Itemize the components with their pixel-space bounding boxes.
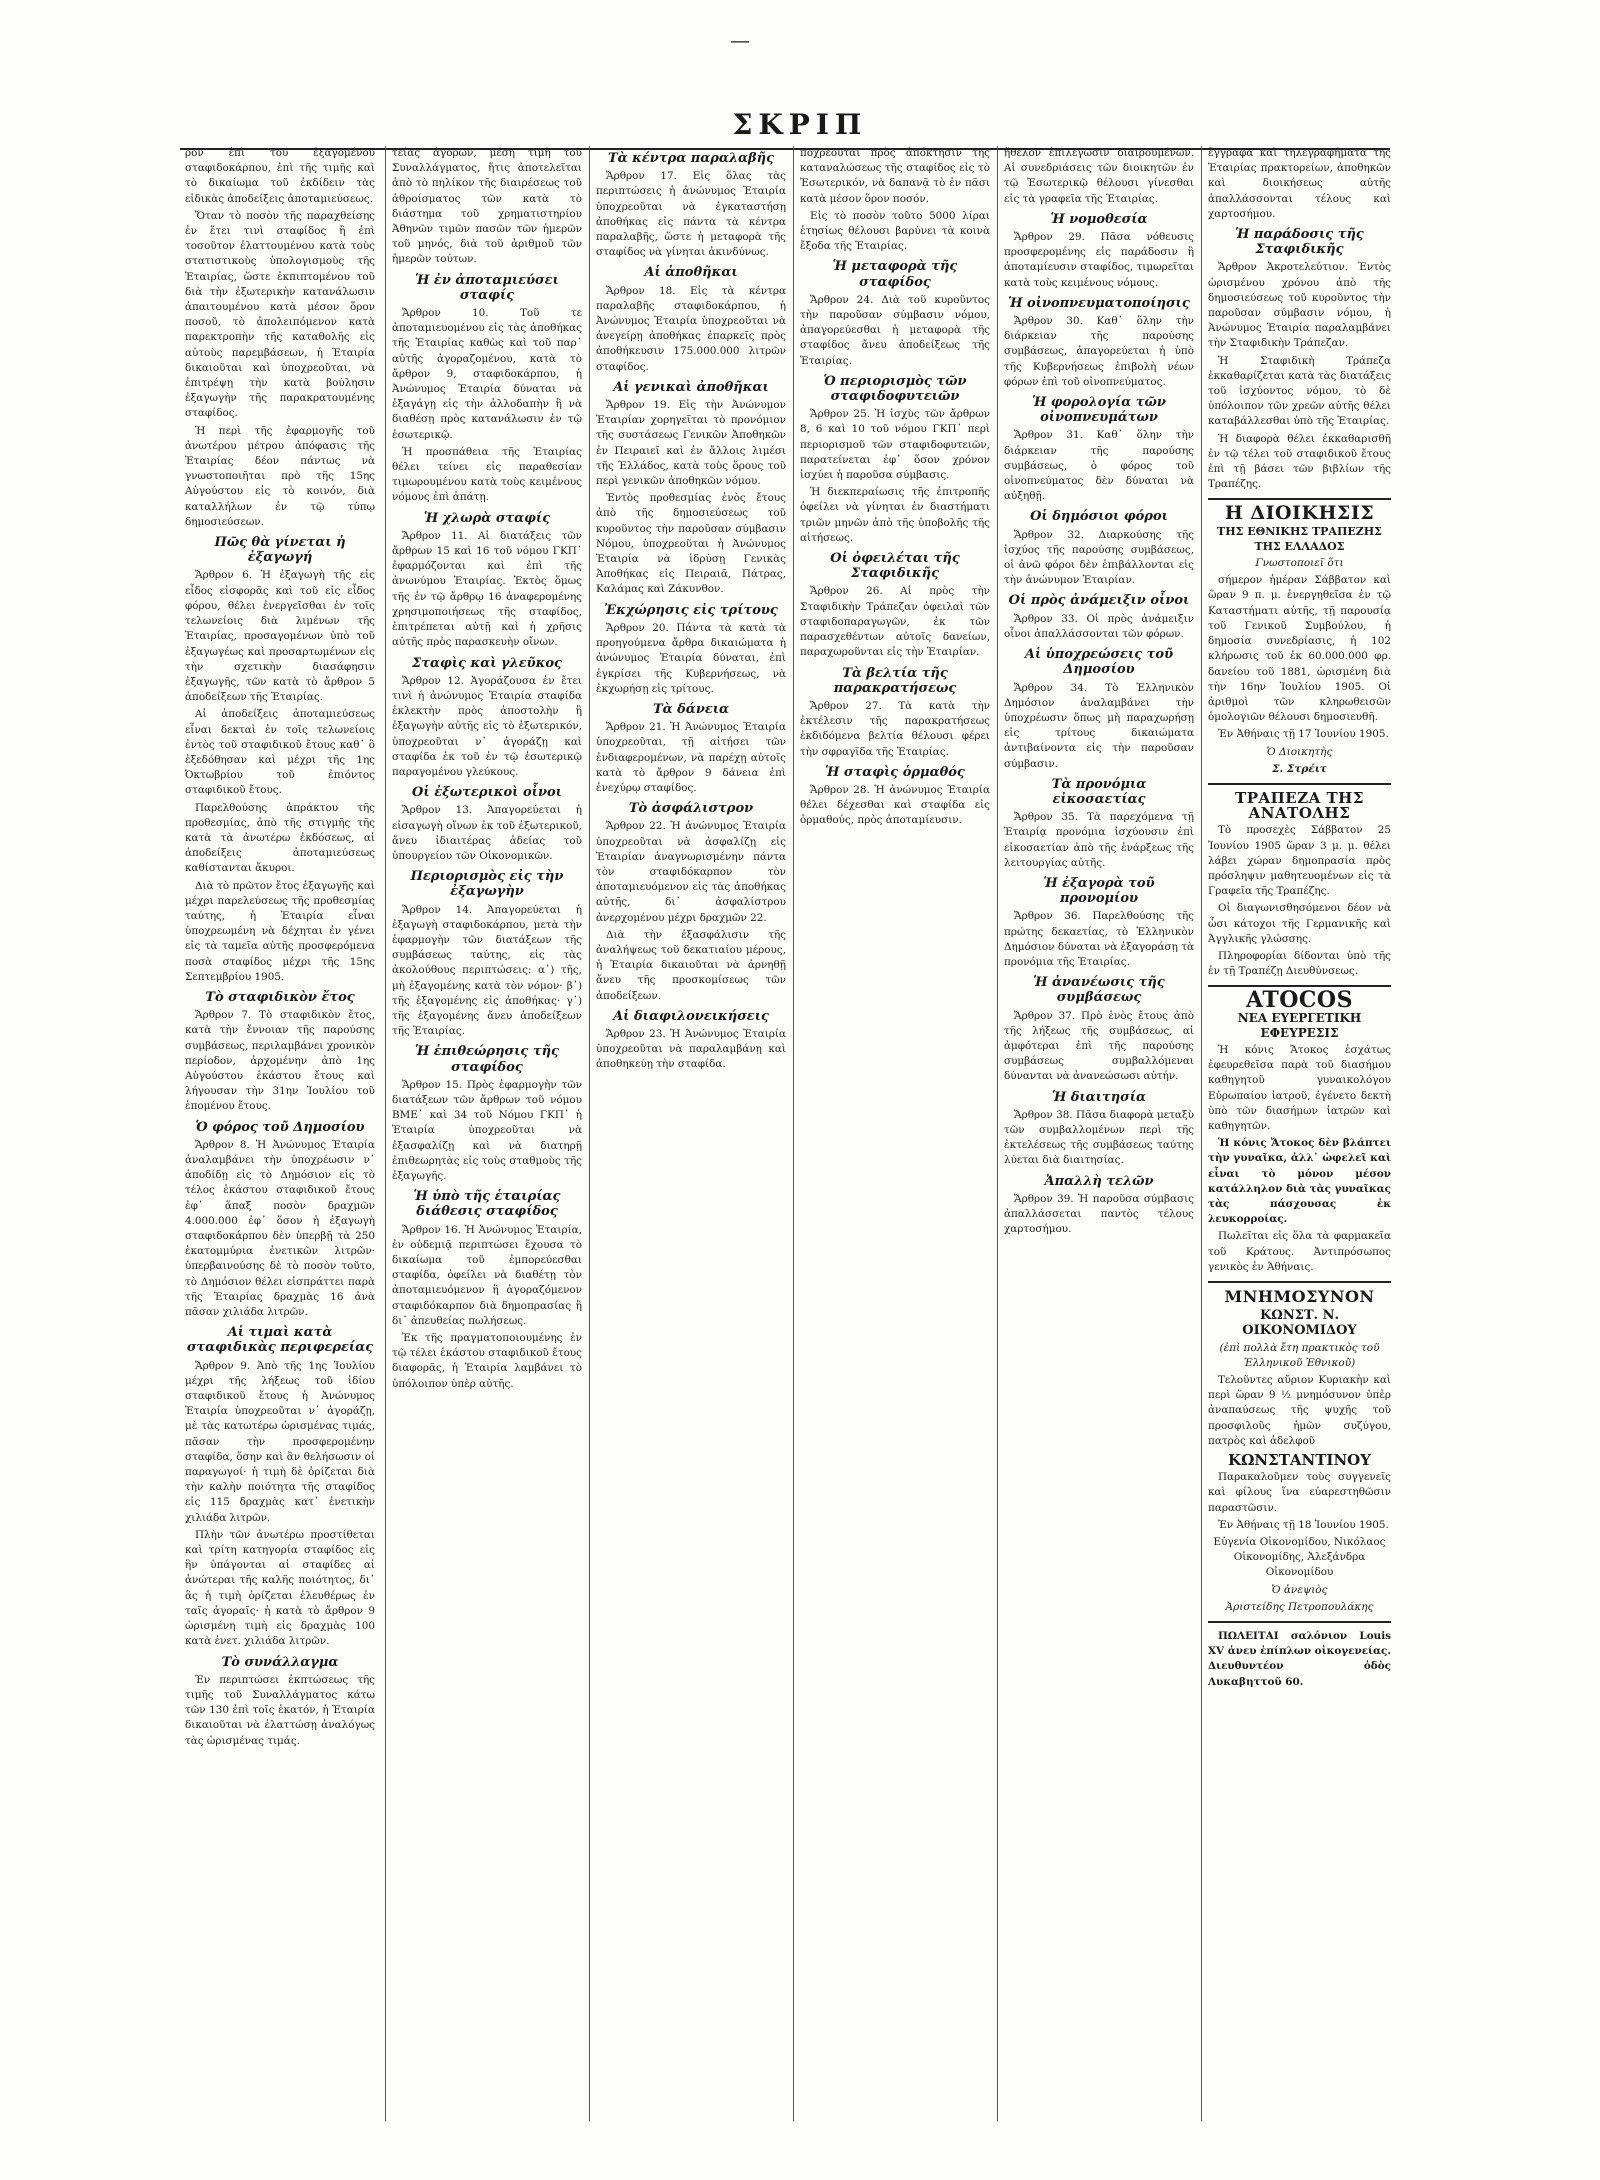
paragraph: Ἄρθρον 34. Τὸ Ἑλληνικὸν Δημόσιον ἀναλαμβάνει τὴν ὑποχρέωσιν ὅπως μὴ παραχωρήσῃ εἰς τρίτους δικαιώματα ἀντιβαίνοντα εἰς τὴν παροῦσαν σύμβασιν. — [1004, 681, 1194, 770]
section-heading: Ἡ παράδοσις τῆς Σταφιδικῆς — [1235, 227, 1364, 258]
ad-signature: Σ. Στρέιτ — [1272, 762, 1327, 775]
paragraph: Ἡ διεκπεραίωσις τῆς ἐπιτροπῆς ὀφείλει νὰ γίνηται ἐν διαστήματι τριῶν μηνῶν ἀπὸ τῆς ὑποβολῆς τῆς αἰτήσεως. — [800, 486, 990, 544]
ad-family: Εὐγενία Οἰκονομίδου, Νικόλαος Οἰκονομίδης, Ἀλεξάνδρα Οἰκονομίδου — [1213, 1536, 1386, 1579]
section-heading: Τὸ συνάλλαγμα — [221, 1654, 339, 1670]
section-heading: Ὁ φόρος τοῦ Δημοσίου — [195, 1119, 365, 1135]
paragraph: τείας ἀγορῶν, μέση τιμὴ τοῦ Συναλλάγματος, ἥτις ἀποτελεῖται ἀπὸ τὸ πηλίκον τῆς διαιρέσεως τοῦ ἀθροίσματος τῶν κατὰ τὸ διάστημα τοῦ χρηματιστηρίου Ἀθηνῶν τιμῶν πασῶν τῶν ἡμερῶν τοῦ μηνός, διὰ τοῦ ἀριθμοῦ τῶν ἡμερῶν τούτων. — [392, 147, 582, 266]
paragraph: Ἄρθρον 13. Ἀπαγορεύεται ἡ εἰσαγωγὴ οἴνων ἐκ τοῦ ἐξωτερικοῦ, ἄνευ ἰδιαιτέρας ἀδείας τοῦ ὑπουργείου τῶν Οἰκονομικῶν. — [392, 804, 582, 862]
paragraph: Ἄρθρον 39. Ἡ παροῦσα σύμβασις ἀπαλλάσσεται παντὸς τέλους χαρτοσήμου. — [1004, 1192, 1194, 1236]
section-heading: Ἡ ἐξαγορὰ τοῦ προνομίου — [1043, 875, 1155, 907]
paragraph: Διὰ τὴν ἐξασφάλισιν τῆς ἀναλήψεως τοῦ δεκατιαίου μέρους, ἡ Ἑταιρία δικαιοῦται νὰ ἀρνηθῇ ἄνευ τῆς προσκομίσεως τῶν ἀποδείξεων. — [596, 928, 786, 1002]
column-6 — [1201, 146, 1391, 2121]
section-heading: Ἡ οἰνοπνευματοποίησις — [1008, 295, 1190, 311]
paragraph: Παρελθούσης ἀπράκτου τῆς προθεσμίας, ἀπὸ τῆς στιγμῆς τῆς κατὰ τὰ ἀνωτέρω ἐκδόσεως, αἱ ἀποδείξεις ἀποταμιεύσεως καθίστανται ἄκυροι. — [185, 801, 375, 875]
paragraph: Ἄρθρον 17. Εἰς ὅλας τὰς περιπτώσεις ἡ ἀνώνυμος Ἑταιρία ὑποχρεοῦται νὰ ἐγκαταστήσῃ ἀποθήκας εἰς πάντα τὰ κέντρα παραλαβῆς, ὥστε ἡ μεταφορὰ τῆς σταφίδος νὰ γίνηται ἀκινδύνως. — [596, 170, 786, 259]
section-heading: Σταφὶς καὶ γλεῦκος — [412, 655, 562, 671]
paragraph: Ἄρθρον 37. Πρὸ ἑνὸς ἔτους ἀπὸ τῆς λήξεως τῆς συμβάσεως, αἱ ἀμφότεραι ἐπὶ τῆς παρούσης συμβάσεως συμβαλλόμεναι δύνανται νὰ ἀνανεώσωσι αὐτήν. — [1004, 1009, 1194, 1083]
section-heading: Ἡ ἐπιθεώρησις τῆς σταφίδος — [415, 1044, 559, 1075]
section-heading: Ἡ φορολογία τῶν οἰνοπνευμάτων — [1032, 395, 1166, 426]
paragraph: Ἄρθρον 31. Καθ᾽ ὅλην τὴν διάρκειαν τῆς παρούσης συμβάσεως, ὁ φόρος τοῦ οἰνοπνεύματος δὲν δύναται νὰ αὐξηθῇ. — [1004, 429, 1194, 503]
paragraph: Ἄρθρον 24. Διὰ τοῦ κυροῦντος τὴν παροῦσαν σύμβασιν νόμου, ἀπαγορεύεσθαι ἡ μεταφορὰ τῆς σταφίδος ἄνευ ἀποδείξεως τῆς Ἑταιρίας. — [800, 293, 990, 367]
paragraph: Ἄρθρον 32. Διαρκούσης τῆς ἰσχύος τῆς παρούσης συμβάσεως, οἱ ἀνῶ φόροι δὲν ἐπιβάλλονται εἰς τὴν ἀνώνυμον Ἑταιρίαν. — [1004, 528, 1194, 587]
section-heading: Ἡ διαιτησία — [1051, 1089, 1147, 1105]
paragraph: Ἄρθρον 11. Αἱ διατάξεις τῶν ἄρθρων 15 καὶ 16 τοῦ νόμου ΓΚΠ᾽ ἐφαρμόζονται καὶ ἐπὶ τῆς ἀνωνύμου Ἑταιρίας. Ἐκτὸς ὅμως τῆς ἐν τῷ ἄρθρῳ 16 ἀναφερομένης χρησιμοποιήσεως τῆς σταφίδος, ἐπιτρέπεται αὐτῇ καὶ ἡ χρῆσις αὐτῆς πρὸς παρασκευὴν οἴνων. — [392, 529, 582, 649]
section-heading: Ἡ ἀνανέωσις τῆς συμβάσεως — [1033, 975, 1165, 1006]
section-heading: Οἱ ἐξωτερικοὶ οἶνοι — [412, 785, 562, 801]
paragraph: Ἄρθρον 26. Αἱ πρὸς τὴν Σταφιδικὴν Τράπεζαν ὀφειλαὶ τῶν σταφιδοπαραγωγῶν, ἐκ τῶν παρασχεθέντων αὐτοῖς δανείων, παραχωροῦνται εἰς τὴν Ἑταιρίαν. — [800, 585, 990, 659]
ad-title: Η ΔΙΟΙΚΗΣΙΣ — [1224, 502, 1375, 525]
ad-body: Τὸ προσεχὲς Σάββατον 25 Ἰουνίου 1905 ὥραν 3 μ. μ. θέλει λάβει χώραν δημοπρασία πρὸς πρόσληψιν μαθητευομένων εἰς τὰ Γραφεῖα τῆς Τραπέζης. — [1208, 824, 1391, 898]
section-heading: Ἡ χλωρὰ σταφίς — [423, 510, 551, 526]
section-heading: Οἱ δημόσιοι φόροι — [1030, 509, 1168, 525]
ad-signature: Ἀριστείδης Πετροπουλάκης — [1225, 1600, 1374, 1613]
paragraph: Ἄρθρον 22. Ἡ ἀνώνυμος Ἑταιρία ὑποχρεοῦται νὰ ἀσφαλίζῃ εἰς Ἑταιρίαν ἀναγνωρισμένην πάντα τὸν σταφιδόκαρπον τὸν ἀποταμιευόμενον εἰς τὰς ἀποθήκας αὐτῆς, δι᾽ ἀσφαλίστρου ἀνερχομένου μέχρι δραχμῶν 22. — [596, 820, 786, 924]
paragraph: Ἄρθρον 9. Ἀπὸ τῆς 1ης Ἰουλίου μέχρι τῆς λήξεως τοῦ ἰδίου σταφιδικοῦ ἔτους ἡ Ἀνώνυμος Ἑταιρία ὑποχρεοῦται ν᾽ ἀγοράζῃ, μὲ τὰς κατωτέρω ὡρισμένας τιμάς, πᾶσαν τὴν προσφερομένην σταφίδα, ὅσην καὶ ἂν θελήσωσιν οἱ παραγωγοί· ἡ τιμὴ δὲ ὁρίζεται διὰ τὴν καλὴν ποιότητα τῆς σταφίδος εἰς 115 δραχμὰς κατ᾽ ἐνετικὴν χιλιάδα λιτρῶν. — [185, 1359, 375, 1524]
ad-body: σήμερον ἡμέραν Σάββατον καὶ ὥραν 9 π. μ. ἐνεργηθεῖσα ἐν τῷ Καταστήματι αὐτῆς, τῇ παρουσίᾳ τοῦ Γενικοῦ Συμβούλου, ἡ δημοσία συνεδρίασις, ἡ 102 κλήρωσις τοῦ ἐκ 60.000.000 φρ. δανείου τοῦ 1881, ὡρισμένη διὰ τὴν 16ην Ἰουλίου 1905. Οἱ ἀριθμοὶ τῶν κληρωθεισῶν ὁμολογιῶν θέλουσι δημοσιευθῆ. — [1208, 574, 1391, 724]
section-heading: Αἱ τιμαὶ κατὰ σταφιδικὰς περιφερείας — [186, 1325, 374, 1356]
ad-divider — [1208, 1621, 1391, 1623]
column-5 — [997, 146, 1200, 2121]
paragraph: Ἄρθρον 6. Ἡ ἐξαγωγὴ τῆς εἰς εἶδος εἰσφορᾶς καὶ τοῦ εἰς εἶδος φόρου, θέλει ἐνεργεῖσθαι ἐν τοῖς τελωνείοις διὰ λιμένων τῆς Ἑταιρίας, προσαγομένων ὑπὸ τοῦ ἐξαγωγέως καὶ προσαρτωμένων εἰς τὴν σχετικὴν διασάφησιν ἐξαγωγῆς, τῶν κατὰ τὸ ἄρθρον 5 ἀποδείξεων τῆς Ἑταιρίας. — [185, 569, 375, 704]
paragraph: Ἄρθρον 29. Πᾶσα νόθευσις προσφερομένης εἰς παράδοσιν ἢ ἀποταμίευσιν σταφίδος, τιμωρεῖται κατὰ τοὺς κειμένους νόμους. — [1004, 231, 1194, 289]
section-heading: Πῶς θὰ γίνεται ἡ ἐξαγωγή — [214, 535, 346, 566]
paragraph: Ἄρθρον Ἀκροτελεύτιον. Ἐντὸς ὡρισμένου χρόνου ἀπὸ τῆς δημοσιεύσεως τοῦ κυροῦντος τὴν παροῦσαν σύμβασιν νόμου, ἡ Ἀνώνυμος Ἑταιρία παραλαμβάνει τὴν Σταφιδικὴν Τράπεζαν. — [1208, 261, 1391, 350]
ad-subtitle: ΤΗΣ ΕΘΝΙΚΗΣ ΤΡΑΠΕΖΗΣ ΤΗΣ ΕΛΛΑΔΟΣ — [1217, 524, 1382, 553]
ad-divider — [1208, 498, 1391, 500]
ad-body: Πωλεῖται εἰς ὅλα τὰ φαρμακεῖα τοῦ Κράτους. Ἀντιπρόσωπος γενικὸς ἐν Ἀθήναις. — [1208, 1230, 1391, 1273]
paragraph: Ἄρθρον 15. Πρὸς ἐφαρμογὴν τῶν διατάξεων τῶν ἄρθρων τοῦ νόμου ΒΜΕ᾽ καὶ 34 τοῦ Νόμου ΓΚΠ᾽ ἡ Ἑταιρία ὑποχρεοῦται νὰ ἐξασφαλίζῃ καὶ νὰ διατηρῇ ἐπιθεωρητὰς εἰς τοὺς σταθμοὺς τῆς ἐξαγωγῆς. — [392, 1078, 582, 1182]
paragraph: Αἱ ἀποδείξεις ἀποταμιεύσεως εἶναι δεκταὶ ἐν τοῖς τελωνείοις ἐντὸς τοῦ σταφιδικοῦ ἔτους καθ᾽ ὃ ἐξεδόθησαν καὶ μέχρι τῆς 1ης Ὀκτωβρίου τοῦ ἐπιόντος σταφιδικοῦ ἔτους. — [185, 708, 375, 797]
column-4 — [793, 146, 996, 2121]
ad-atocos — [1208, 987, 1391, 1275]
paragraph: Ἄρθρον 21. Ἡ Ἀνώνυμος Ἑταιρία ὑποχρεοῦται, τῇ αἰτήσει τῶν ἐνδιαφερομένων, νὰ παρέχῃ αὐτοῖς κατὰ τὸ ἄρθρον 9 δάνεια ἐπὶ ἐνεχύρῳ σταφίδος. — [596, 721, 786, 794]
section-heading: Ἀπαλλὴ τελῶν — [1044, 1173, 1154, 1189]
ad-bank-orient — [1208, 788, 1391, 979]
section-heading: Αἱ γενικαὶ ἀποθῆκαι — [613, 379, 769, 395]
paragraph: Ἄρθρον 30. Καθ᾽ ὅλην τὴν διάρκειαν τῆς παρούσης συμβάσεως, ἀπαγορεύεται ἡ ὑπὸ τῆς Κυβερνήσεως ἐπιβολὴ νέων φόρων ἐπὶ τοῦ οἰνοπνεύματος. — [1004, 315, 1194, 388]
column-3 — [589, 146, 792, 2121]
paragraph: Ἄρθρον 35. Τὰ παρεχόμενα τῇ Ἑταιρίᾳ προνόμια ἰσχύουσιν ἐπὶ εἰκοσαετίαν ἀπὸ τῆς ἐνάρξεως τῆς λειτουργίας αὐτῆς. — [1004, 811, 1194, 869]
ad-title: ΤΡΑΠΕΖΑ ΤΗΣ ΑΝΑΤΟΛΗΣ — [1235, 788, 1364, 823]
ad-divider — [1208, 1281, 1391, 1283]
paragraph: ἤθελον ἐπιλεγῶσιν διαιρουμένων. Αἱ συνεδριάσεις τῶν διοικητῶν ἐν τῷ Ἐσωτερικῷ θέλουσι γίνεσθαι εἰς τὰ γραφεῖα τῆς Ἑταιρίας. — [1004, 147, 1194, 205]
paragraph: ἔγγραφα καὶ τηλεγραφήματα τῆς Ἑταιρίας πρακτορείων, ἀποθηκῶν καὶ διοικήσεως αὐτῆς ἀπαλλάσσονται τέλους καὶ χαρτοσήμου. — [1208, 147, 1391, 220]
paragraph: Ἄρθρον 12. Ἀγοράζουσα ἐν ἔτει τινὶ ἡ ἀνώνυμος Ἑταιρία σταφίδα ἐκλεκτὴν πρὸς ἀποστολὴν ἢ ἐξαγωγὴν αὐτῆς εἰς τὸ ἐξωτερικόν, ὑποχρεοῦται ν᾽ ἀγοράζῃ καὶ σταφίδα ἐκ τοῦ ἐν τῷ ἐσωτερικῷ παραγομένου γλεύκους. — [392, 674, 582, 778]
paragraph: Ἄρθρον 36. Παρελθούσης τῆς πρώτης δεκαετίας, τὸ Ἑλληνικὸν Δημόσιον δύναται νὰ ἐξαγοράσῃ τὰ προνόμια τῆς Ἑταιρίας. — [1004, 910, 1194, 968]
paragraph: Ἡ προσπάθεια τῆς Ἑταιρίας θέλει τείνει εἰς παραθεσίαν τιμωρουμένου κατὰ τοὺς κειμένους νόμους ἐπὶ ἀπάτῃ. — [392, 445, 582, 504]
paragraph: Ἐκ τῆς πραγματοποιουμένης ἐν τῷ τέλει ἑκάστου σταφιδικοῦ ἔτους διαφορᾶς, ἡ Ἑταιρία λαμβάνει τὸ ὑπόλοιπον ὑπὲρ αὐτῆς. — [392, 1332, 582, 1390]
ad-body: Οἱ διαγωνισθησόμενοι δέον νὰ ὦσι κάτοχοι τῆς Γερμανικῆς καὶ Ἀγγλικῆς γλώσσης. — [1208, 902, 1391, 945]
section-heading: Ἡ σταφὶς ὁρμαθός — [825, 764, 965, 780]
section-heading: Αἱ ἀποθῆκαι — [644, 265, 738, 281]
section-heading: Τὸ σταφιδικὸν ἔτος — [205, 989, 355, 1005]
paragraph: Εἰς τὸ ποσὸν τοῦτο 5000 λίραι ἐτησίως θέλουσι βαρύνει τὰ κοινὰ ἔξοδα τῆς Ἑταιρίας. — [800, 209, 990, 253]
paragraph: Ἐντὸς προθεσμίας ἑνὸς ἔτους ἀπὸ τῆς δημοσιεύσεως τοῦ κυροῦντος τὴν παροῦσαν σύμβασιν Νόμου, ὑποχρεοῦται ἡ Ἀνώνυμος Ἑταιρία νὰ ἱδρύσῃ Γενικὰς Ἀποθήκας εἰς Πειραιᾶ, Πάτρας, Καλάμας καὶ Ζάκυνθον. — [596, 492, 786, 596]
paragraph: Ἄρθρον 18. Εἰς τὰ κέντρα παραλαβῆς σταφιδοκάρπου, ἡ Ἀνώνυμος Ἑταιρία ὑποχρεοῦται νὰ ἀνεγείρῃ ἀποθήκας ἐπαρκεῖς πρὸς ἀποθήκευσιν 175.000.000 λιτρῶν σταφίδος. — [596, 284, 786, 373]
section-heading: Αἱ διαφιλονεικήσεις — [613, 1008, 769, 1024]
ad-role: Ὁ Διοικητὴς — [1266, 745, 1333, 758]
section-heading: Αἱ ὑποχρεώσεις τοῦ Δημοσίου — [1024, 647, 1174, 678]
paragraph: Ἄρθρον 28. Ἡ ἀνώνυμος Ἑταιρία θέλει δέχεσθαι καὶ σταφίδα εἰς ὁρμαθούς, πρὸς ἀποταμίευσιν. — [800, 783, 990, 827]
paragraph: Ἄρθρον 20. Πάντα τὰ κατὰ τὰ προηγούμενα ἄρθρα δικαιώματα ἡ ἀνώνυμος Ἑταιρία δύναται, ἐπὶ ἐγκρίσει τῆς Κυβερνήσεως, νὰ ἐκχωρήσῃ εἰς τρίτους. — [596, 621, 786, 695]
ad-title: ATOCOS — [1246, 987, 1353, 1014]
paragraph: Ἄρθρον 23. Ἡ Ἀνώνυμος Ἑταιρία ὑποχρεοῦται νὰ παραλαμβάνῃ καὶ ἀποθηκεύῃ τὴν σταφίδα. — [596, 1027, 786, 1071]
section-heading: Τὰ κέντρα παραλαβῆς — [607, 151, 775, 166]
paragraph: Ἄρθρον 19. Εἰς τὴν Ἀνώνυμον Ἑταιρίαν χορηγεῖται τὸ προνόμιον τῆς συστάσεως Γενικῶν Ἀποθηκῶν ἐν Πειραιεῖ καὶ ἐν ἄλλοις λιμέσι τῆς Ἑλλάδος, κατὰ τοὺς ὅρους τοῦ περὶ γενικῶν ἀποθηκῶν νόμου. — [596, 399, 786, 488]
paragraph: Πλὴν τῶν ἀνωτέρω προστίθεται καὶ τρίτη κατηγορία σταφίδος εἰς ἣν ὑπάγονται αἱ σταφίδες αἱ ἀνώτεραι τῆς καλῆς ποιότητος, δι᾽ ἃς ἡ τιμὴ ὁρίζεται ἐλευθέρως ἐν ταῖς ἀγοραῖς· ἡ κατὰ τὸ ἄρθρον 9 ὡρισμένη τιμὴ εἰς δραχμὰς 100 κατὰ ἐνετ. χιλιάδα λιτρῶν. — [185, 1528, 375, 1648]
section-heading: Τὰ δάνεια — [652, 701, 730, 717]
paragraph: Ἄρθρον 27. Τὰ κατὰ τὴν ἐκτέλεσιν τῆς παρακρατήσεως ἐκδιδόμενα βελτία θέλουσι φέρει τὴν σφραγῖδα τῆς Ἑταιρίας. — [800, 699, 990, 758]
ad-bank-notice — [1208, 502, 1391, 776]
ad-name: ΚΩΝΣΤ. Ν. ΟΙΚΟΝΟΜΙΔΟΥ — [1242, 1308, 1357, 1339]
ad-body: Ἡ κόνις Ἄτοκος δὲν βλάπτει τὴν γυναῖκα, ἀλλ᾽ ὠφελεῖ καὶ εἶναι τὸ μόνον μέσον κατάλληλον διὰ τὰς γυναῖκας τὰς πάσχουσας ἐκ λευκορροίας. — [1208, 1137, 1391, 1226]
paragraph: Ἄρθρον 8. Ἡ Ἀνώνυμος Ἑταιρία ἀναλαμβάνει τὴν ὑποχρέωσιν ν᾽ ἀποδίδῃ εἰς τὸ Δημόσιον εἰς τὸ τέλος ἑκάστου σταφιδικοῦ ἔτους ἐφ᾽ ἅπαξ ποσὸν δραχμῶν 4.000.000 ἐφ᾽ ὅσον ἡ ἐξαγωγὴ σταφιδοκάρπου δὲν ὑπερβῇ τὰ 250 ἑκατομμύρια ἑνετικῶν λιτρῶν· ὑπερβαινούσης δὲ τὸ ποσὸν τοῦτο, τὸ Δημόσιον θέλει εἰσπράττει παρὰ τῆς Ἑταιρίας δραχμὰς 16 ἀνὰ πᾶσαν χιλιάδα λιτρῶν. — [185, 1138, 375, 1319]
ad-lead: Γνωστοποιεῖ ὅτι — [1255, 557, 1344, 570]
section-heading: Οἱ ὀφειλέται τῆς Σταφιδικῆς — [830, 551, 960, 582]
ad-sale: ΠΩΛΕΙΤΑΙ σαλόνιον Louis XV ἀνευ ἐπίπλων οἰκογενείας. Διευθυντέον ὁδὸς Λυκαβηττοῦ 60. — [1208, 1630, 1391, 1688]
paragraph: Ἡ Σταφιδικὴ Τράπεζα ἐκκαθαρίζεται κατὰ τὰς διατάξεις τοῦ ἰσχύοντος νόμου, τὸ δὲ ὑπόλοιπον τῶν χρεῶν αὐτῆς θέλει καταβάλλεσθαι ὑπὸ τῆς Ἑταιρίας. — [1208, 354, 1391, 428]
paragraph: Ἄρθρον 7. Τὸ σταφιδικὸν ἔτος, κατὰ τὴν ἔννοιαν τῆς παρούσης συμβάσεως, περιλαμβάνει χρονικὸν περίοδον, ἀρχομένην ἀπὸ 1ης Αὐγούστου ἑκάστου ἔτους καὶ λήγουσαν τὴν 31ην Ἰουλίου τοῦ ἑπομένου ἔτους. — [185, 1009, 375, 1113]
section-heading: Ἐκχώρησις εἰς τρίτους — [604, 602, 778, 618]
paragraph: Διὰ τὸ πρῶτον ἔτος ἐξαγωγῆς καὶ μέχρι παρελεύσεως τῆς προθεσμίας ταύτης, ἡ Ἑταιρία εἶναι ὑποχρεωμένη νὰ δέχηται ἐν γένει εἰς τὰ ταμεῖα αὐτῆς προσφερόμενα ποσὰ σταφίδος μέχρι τῆς 15ης Σεπτεμβρίου 1905. — [185, 879, 375, 983]
newspaper-columns — [185, 146, 1390, 2121]
section-heading: Ὁ περιορισμὸς τῶν σταφιδοφυτειῶν — [823, 373, 967, 405]
section-heading: Τὰ βελτία τῆς παρακρατήσεως — [833, 665, 957, 696]
column-1 — [185, 146, 381, 2121]
paragraph: Ἄρθρον 16. Ἡ Ἀνώνυμος Ἑταιρία, ἐν οὐδεμιᾷ περιπτώσει ἔχουσα τὸ δικαίωμα τοῦ ἐμπορεύεσθαι σταφίδα, ὀφείλει νὰ διαθέτῃ τὸν ἀποταμιευόμενον ἢ ἀγοραζόμενον σταφιδόκαρπον διὰ δημοπρασίας ἢ δι᾽ ἀπευθείας πωλήσεως. — [392, 1223, 582, 1327]
section-heading: Οἱ πρὸς ἀνάμειξιν οἶνοι — [1008, 593, 1190, 609]
ad-date: Ἐν Ἀθήναις τῇ 17 Ἰουνίου 1905. — [1218, 728, 1389, 741]
paragraph: Ἡ περὶ τῆς ἐφαρμογῆς τοῦ ἀνωτέρου μέτρου ἀπόφασις τῆς Ἑταιρίας δέον πάντως νὰ γνωστοποιῆται πρὸ τῆς 15ης Αὐγούστου εἰς τὸ κοινόν, διὰ καταλλήλων ἐν τῷ τύπῳ δημοσιεύσεων. — [185, 424, 375, 528]
paragraph: Ἄρθρον 10. Τοῦ τε ἀποταμιευομένου εἰς τὰς ἀποθήκας τῆς Ἑταιρίας καθὼς καὶ τοῦ παρ᾽ αὐτῆς ἀγοραζομένου, κατὰ τὸ ἄρθρον 9, σταφιδοκάρπου, ἡ Ἀνώνυμος Ἑταιρία δύναται νὰ ἐξαγάγῃ εἰς τὴν ἀλλοδαπὴν ἢ νὰ διαθέσῃ πρὸς κατανάλωσιν ἐν τῷ ἐσωτερικῷ. — [392, 307, 582, 441]
ad-date: Ἐν Ἀθήναις τῇ 18 Ἰουνίου 1905. — [1218, 1518, 1389, 1531]
ad-subtitle: ΝΕΑ ΕΥΕΡΓΕΤΙΚΗ ΕΦΕΥΡΕΣΙΣ — [1237, 1010, 1362, 1040]
ad-body: Πληροφορίαι δίδονται ὑπὸ τῆς ἐν τῇ Τραπέζῃ Διευθύνσεως. — [1208, 949, 1391, 978]
paragraph: ρον ἐπὶ τοῦ ἐξαγομένου σταφιδοκάρπου, ἐπὶ τῆς τιμῆς καὶ τὸ δικαίωμα τοῦ ἐκδίδειν τὰς εἰδικὰς ἀποδείξεις ἀποταμιεύσεως. — [185, 147, 375, 205]
paragraph: Ἄρθρον 14. Ἀπαγορεύεται ἡ ἐξαγωγὴ σταφιδοκάρπου, μετὰ τὴν ἐφαρμογὴν τῶν διατάξεων τῆς συμβάσεως ταύτης, εἰς τὰς ἀκολούθους περιπτώσεις: α᾽) τῆς, μὴ ἐξαγομένης κατὰ τὸν νόμον· β᾽) τῆς ἐξαγομένης εἰς ἀποθήκας· γ᾽) τῆς ἐξαγομένης ἄνευ ἀποδείξεων τῆς Ἑταιρίας. — [392, 903, 582, 1038]
section-heading: Τὸ ἀσφάλιστρον — [628, 801, 754, 817]
section-heading: Ἡ νομοθεσία — [1050, 211, 1148, 227]
section-heading: Ἡ μεταφορὰ τῆς σταφίδος — [832, 259, 958, 290]
ad-body: Τελοῦντες αὔριον Κυριακὴν καὶ περὶ ὥραν 9 ½ μνημόσυνον ὑπὲρ ἀναπαύσεως τῆς ψυχῆς τοῦ προσφιλοῦς ἡμῶν συζύγου, πατρὸς καὶ ἀδελφοῦ — [1208, 1374, 1391, 1447]
ad-divider — [1208, 783, 1391, 785]
paragraph: Ἡ διαφορὰ θέλει ἐκκαθαρισθῆ ἐν τῷ τέλει τοῦ σταφιδικοῦ ἔτους ἐπὶ τῇ βάσει τῶν βιβλίων τῆς Τραπέζης. — [1208, 432, 1391, 491]
paragraph: Ἄρθρον 25. Ἡ ἰσχὺς τῶν ἄρθρων 8, 6 καὶ 10 τοῦ νόμου ΓΚΠ᾽ περὶ περιορισμοῦ τῶν σταφιδοφυτειῶν, παρατείνεται ἐφ᾽ ὅσον χρόνον ἰσχύει ἡ παροῦσα σύμβασις. — [800, 408, 990, 482]
ad-body: Παρακαλοῦμεν τοὺς συγγενεῖς καὶ φίλους ἵνα εὐαρεστηθῶσιν παραστῶσιν. — [1208, 1471, 1391, 1514]
ad-signature: Ὁ ἀνεψιὸς — [1271, 1583, 1328, 1596]
paragraph: ποχρεοῦται πρὸς ἀπόκτησιν τῆς καταναλώσεως τῆς σταφίδος εἰς τὸ Ἐσωτερικόν, νὰ δαπανᾷ τὸ ἐν πᾶσι κατὰ μέσον ὅρον ποσόν. — [800, 147, 990, 205]
paragraph: Ἐν περιπτώσει ἐκπτώσεως τῆς τιμῆς τοῦ Συναλλάγματος κάτω τῶν 130 ἐπὶ τοῖς ἑκατόν, ἡ Ἑταιρία δικαιοῦται νὰ ἐλαττώσῃ ἀναλόγως τὰς ὡρισμένας τιμάς. — [185, 1673, 375, 1747]
ad-name: ΚΩΝΣΤΑΝΤΙΝΟΥ — [1228, 1451, 1371, 1470]
page-title: ΣΚΡΙΠ — [732, 108, 868, 141]
ad-body: Ἡ κόνις Ἄτοκος ἐσχάτως ἐφευρεθεῖσα παρὰ τοῦ διασήμου καθηγητοῦ γυναικολόγου Εὐρωπαίου ἰατροῦ, ἐγένετο δεκτὴ ὑπὸ τῶν διασήμων ἰατρῶν καὶ καθηγητῶν. — [1208, 1043, 1391, 1132]
section-heading: Ἡ ἐν ἀποταμιεύσει σταφίς — [415, 272, 559, 303]
ad-note: (ἐπὶ πολλὰ ἔτη πρακτικὸς τοῦ Ἐλληνικοῦ Ἐθνικοῦ) — [1219, 1341, 1380, 1369]
header-mark: — — [730, 28, 750, 52]
section-heading: Ἡ ὑπὸ τῆς ἑταιρίας διάθεσις σταφίδος — [413, 1189, 561, 1220]
paragraph: Ἄρθρον 38. Πᾶσα διαφορὰ μεταξὺ τῶν συμβαλλομένων περὶ τῆς ἐκτελέσεως τῆς συμβάσεως ταύτης λύεται διὰ διαιτησίας. — [1004, 1108, 1194, 1167]
paragraph: Ἄρθρον 33. Οἱ πρὸς ἀνάμειξιν οἶνοι ἀπαλλάσσονται τῶν φόρων. — [1004, 612, 1194, 640]
ad-memorial — [1208, 1289, 1391, 1615]
paragraph: Ὅταν τὸ ποσὸν τῆς παραχθείσης ἐν ἔτει τινὶ σταφίδος ἢ ἐπὶ τοσοῦτον ἐλαττουμένου κατὰ τοὺς στατιστικοὺς ὑπολογισμοὺς τῆς Ἑταιρίας, ὥστε ἐκπιπτομένου τοῦ διὰ τὴν ἐξωτερικὴν κατανάλωσιν ἀπαιτουμένου κατὰ μέσον ὅρον ποσοῦ, τὸ ἀπολειπόμενον κατὰ παρεκτροπὴν τῆς καταθολῆς εἰς αὐτοὺς παρεμβάσεων, ἡ Ἑταιρία δικαιοῦται καὶ ὑποχρεοῦται, νὰ ἐπιτρέψῃ τὴν κατὰ βούλησιν ἐξαγωγὴν τῆς παρακρατουμένης σταφίδος. — [185, 209, 375, 420]
column-2 — [385, 146, 588, 2121]
ad-title: ΜΝΗΜΟΣΥΝΟΝ — [1224, 1287, 1375, 1307]
section-heading: Περιορισμὸς εἰς τὴν ἐξαγωγὴν — [410, 869, 564, 900]
page-header — [0, 8, 1600, 141]
section-heading: Τὰ προνόμια εἰκοσαετίας — [1051, 776, 1147, 807]
